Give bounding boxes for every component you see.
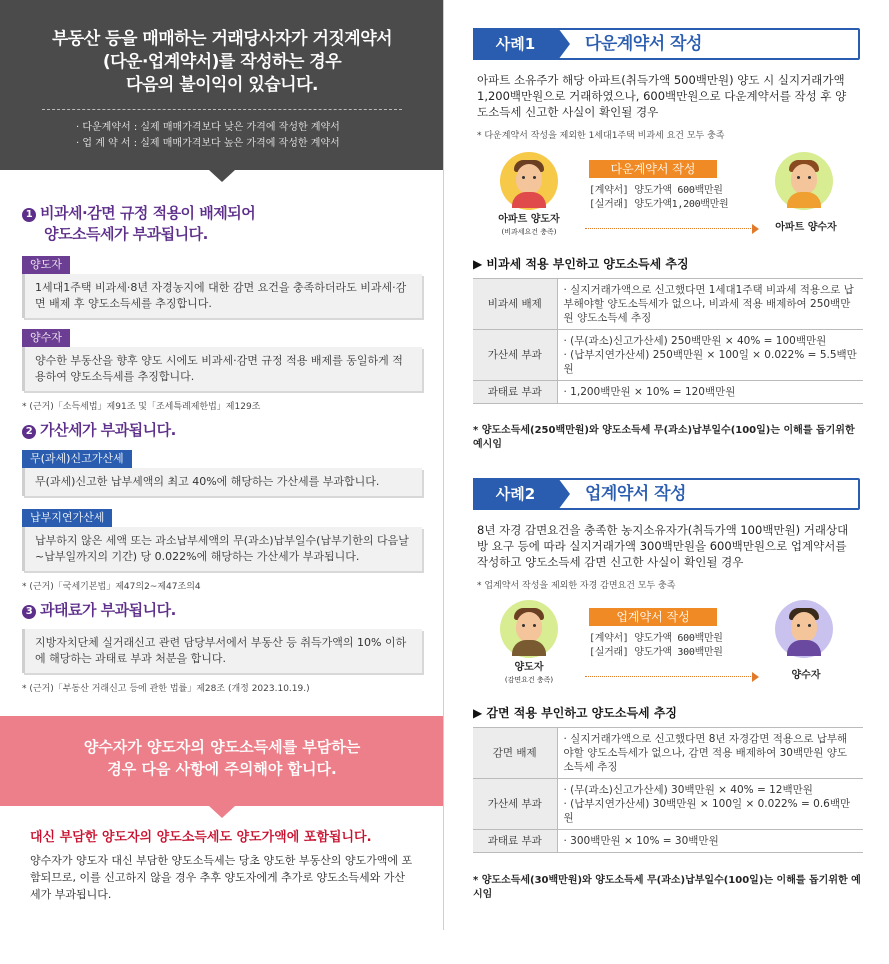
seller-text: 1세대1주택 비과세·8년 자경농지에 대한 감면 요건을 충족하더라도 비과세·감면 배제 후 양도소득세를 추징합니다. [22, 274, 422, 318]
table-row: 감면 배제 · 실지거래가액으로 신고했다면 8년 자경감면 적용으로 납부해야할 양도소득세가 없으나, 감면 적용 배제하여 30백만원 양도소득세 추징 [473, 728, 863, 779]
case2-footnote: * 양도소득세(30백만원)와 양도소득세 무(과소)납부일수(100일)는 이해를 돕기위한 예시임 [473, 875, 861, 900]
seller-avatar-icon [500, 152, 558, 210]
case2-actual-line: [실거래] 양도가액 300백만원 [589, 647, 723, 658]
column-divider [443, 0, 444, 930]
header-banner [0, 0, 444, 170]
note-up-contract: · 업 계 약 서 : 실제 매매가격보다 높은 가격에 작성한 계약서 [76, 138, 340, 149]
warning-text: 양수자가 양도자 대신 부담한 양도소득세는 당초 양도한 부동산의 양도가액에 포함되므로, 이를 신고하지 않을 경우 추후 양도자에게 추가로 양도소득세와 가산세가 부과됩니다. [30, 854, 413, 901]
case1-label: 사례1 [473, 28, 558, 60]
case2-buyer-label: 양수자 [791, 670, 821, 681]
section-2-ref: * (근거)「국세기본법」제47의2~제47조의4 [22, 582, 201, 592]
case2-header [473, 478, 860, 510]
case2-badge: 업계약서 작성 [589, 608, 717, 626]
case1-footnote: * 양도소득세(250백만원)와 양도소득세 무(과소)납부일수(100일)는 이해를 돕기위한 예시임 [473, 425, 855, 450]
table-row: 비과세 배제 · 실지거래가액으로 신고했다면 1세대1주택 비과세 적용으로 납부해야할 양도소득세가 없으나, 비과세 적용 배제하여 250백만원 양도소득세 추징 [473, 279, 863, 330]
case1-buyer-label: 아파트 양수자 [775, 222, 837, 233]
section-1 [22, 203, 422, 412]
section-1-title: 1 비과세·감면 규정 적용이 배제되어 양도소득세가 부과됩니다. [22, 203, 422, 245]
section-3 [22, 600, 422, 694]
case1-desc: 아파트 소유주가 해당 아파트(취득가액 500백만원) 양도 시 실지거래가액 1,200백만원으로 거래하였으나, 600백만원으로 다운계약서를 작성 후 양도소득세 신고한 사실이 확인될 경우 [477, 73, 847, 119]
right-column [445, 0, 889, 964]
buyer-text: 양수한 부동산을 향후 양도 시에도 비과세·감면 규정 적용 배제를 동일하게 적용하여 양도소득세를 추징합니다. [22, 347, 422, 391]
case2-desc: 8년 자경 감면요건을 충족한 농지소유자가(취득가액 100백만원) 거래상대방 요구 등에 따라 실지거래가액 300백만원을 600백만원으로 업계약서를 작성하고 양도소득세 감면 신고한 사실이 확인될 경우 [477, 523, 849, 569]
case2-label: 사례2 [473, 478, 558, 510]
case2-contract-line: [계약서] 양도가액 600백만원 [589, 633, 723, 644]
case1-table [473, 278, 863, 404]
header-divider [42, 109, 402, 110]
penalty-tag-2: 납부지연가산세 [22, 509, 112, 527]
case2-title: 업계약서 작성 [585, 484, 686, 504]
number-badge: 1 [22, 208, 36, 222]
penalty-text-2: 납부하지 않은 세액 또는 과소납부세액의 무(과소)납부일수(납부기한의 다음날~납부일까지의 기간) 당 0.022%에 해당하는 가산세가 부과됩니다. [22, 527, 422, 571]
case1-contract-line: [계약서] 양도가액 600백만원 [589, 185, 723, 196]
section-2 [22, 420, 422, 592]
buyer-tag: 양수자 [22, 329, 70, 347]
case1-badge: 다운계약서 작성 [589, 160, 717, 178]
case2-seller-label: 양도자 (감면요건 충족) [504, 662, 554, 684]
left-column [0, 0, 444, 964]
warning-pointer [209, 806, 235, 818]
case1-arrow-icon [585, 228, 753, 229]
section-3-title: 3 과태료가 부과됩니다. [22, 600, 422, 621]
table-row: 가산세 부과 · (무(과소)신고가산세) 250백만원 × 40% = 100백만원 · (납부지연가산세) 250백만원 × 100일 × 0.022% = 5.5백만원 [473, 330, 863, 381]
case1-subtitle: ▶ 비과세 적용 부인하고 양도소득세 추징 [473, 257, 689, 271]
case1-seller-label: 아파트 양도자 (비과세요건 충족) [498, 214, 560, 236]
table-row: 과태료 부과 · 300백만원 × 10% = 30백만원 [473, 830, 863, 853]
penalty-tag-1: 무(과세)신고가산세 [22, 450, 132, 468]
case1-actual-line: [실거래] 양도가액1,200백만원 [589, 199, 729, 210]
case1-note: * 다운계약서 작성을 제외한 1세대1주택 비과세 요건 모두 충족 [477, 131, 725, 141]
table-row: 가산세 부과 · (무(과소)신고가산세) 30백만원 × 40% = 12백만원 · (납부지연가산세) 30백만원 × 100일 × 0.022% = 0.6백만원 [473, 779, 863, 830]
case2-arrow-icon [585, 676, 753, 677]
case1-title: 다운계약서 작성 [585, 34, 702, 54]
section-3-ref: * (근거)「부동산 거래신고 등에 관한 법률」제28조 (개정 2023.10.19.) [22, 684, 310, 694]
fine-text: 지방자치단체 실거래신고 관련 담당부서에서 부동산 등 취득가액의 10% 이하에 해당하는 과태료 부과 처분을 합니다. [22, 629, 422, 673]
header-notes [0, 120, 444, 152]
case1-header [473, 28, 860, 60]
note-down-contract: · 다운계약서 : 실제 매매가격보다 낮은 가격에 작성한 계약서 [76, 122, 340, 133]
table-row: 과태료 부과 · 1,200백만원 × 10% = 120백만원 [473, 381, 863, 404]
case2-diagram [473, 600, 863, 690]
seller-avatar-icon [500, 600, 558, 658]
case1-diagram [473, 152, 863, 242]
buyer-avatar-icon [775, 152, 833, 210]
warning-headline: 대신 부담한 양도자의 양도소득세도 양도가액에 포함됩니다. [30, 830, 372, 845]
header-pointer [209, 170, 235, 182]
penalty-text-1: 무(과세)신고한 납부세액의 최고 40%에 해당하는 가산세를 부과합니다. [22, 468, 422, 496]
warning-banner: 양수자가 양도자의 양도소득세를 부담하는 경우 다음 사항에 주의해야 합니다. [0, 716, 444, 806]
seller-tag: 양도자 [22, 256, 70, 274]
case2-table [473, 727, 863, 853]
number-badge: 3 [22, 605, 36, 619]
number-badge: 2 [22, 425, 36, 439]
buyer-avatar-icon [775, 600, 833, 658]
section-2-title: 2 가산세가 부과됩니다. [22, 420, 422, 441]
header-title: 부동산 등을 매매하는 거래당사자가 거짓계약서 (다운·업계약서)를 작성하는 경우 다음의 불이익이 있습니다. [51, 29, 393, 95]
section-1-ref: * (근거)「소득세법」제91조 및「조세특례제한법」제129조 [22, 402, 261, 412]
case2-subtitle: ▶ 감면 적용 부인하고 양도소득세 추징 [473, 706, 677, 720]
case2-note: * 업계약서 작성을 제외한 자경 감면요건 모두 충족 [477, 581, 676, 591]
